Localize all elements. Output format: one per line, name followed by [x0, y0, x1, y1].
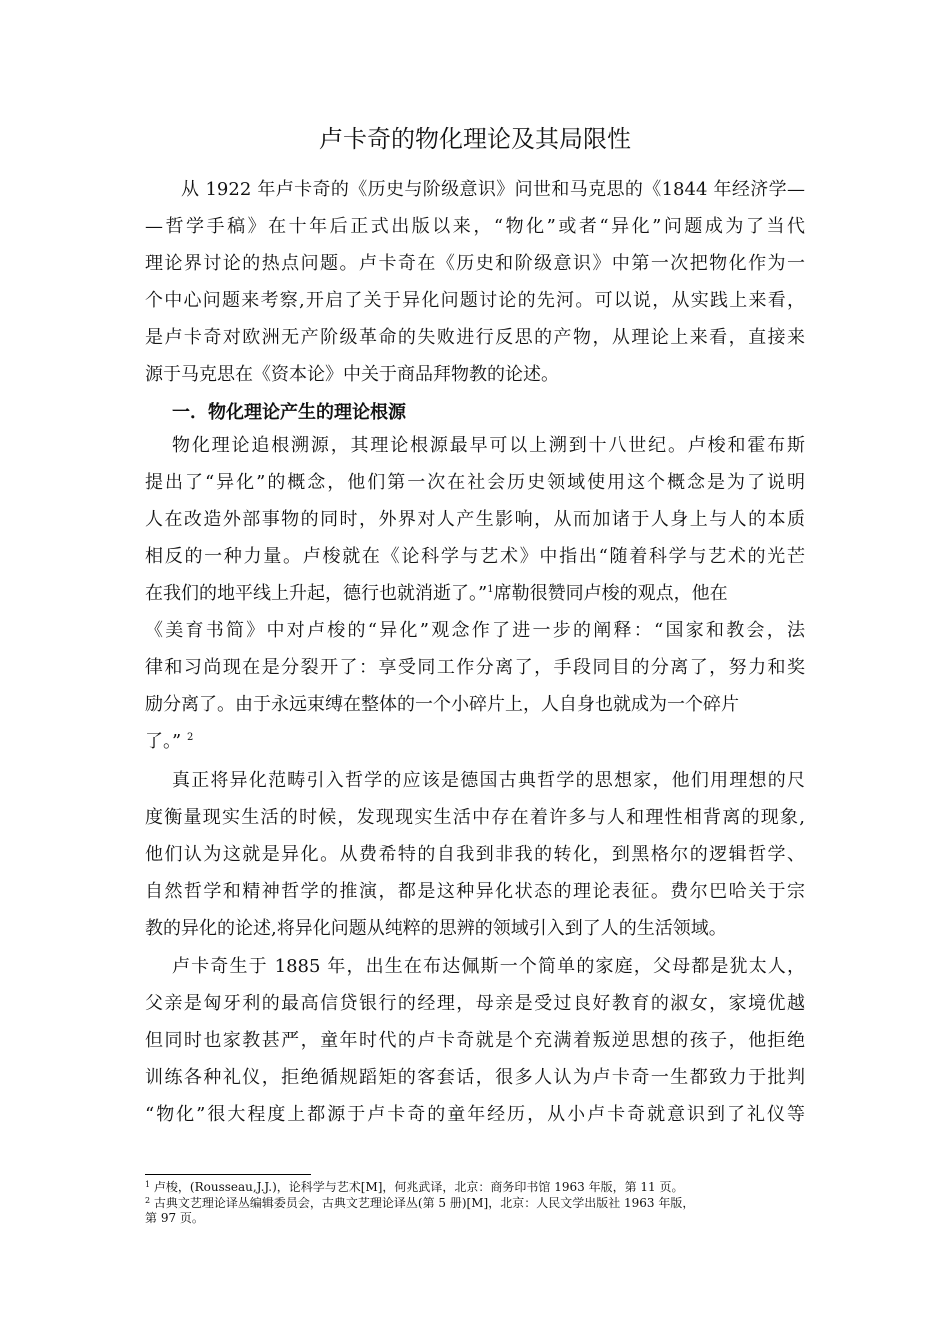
text-line: 理论界讨论的热点问题。卢卡奇在《历史和阶级意识》中第一次把物化作为一 [145, 253, 805, 274]
text-line: 人在改造外部事物的同时，外界对人产生影响，从而加诸于人身上与人的本质 [145, 509, 805, 530]
text-segment: 了。” [145, 731, 182, 752]
text-line: 他们认为这就是异化。从费希特的自我到非我的转化，到黑格尔的逻辑哲学、 [145, 844, 805, 865]
footnote-mark: 1 [145, 1180, 151, 1189]
text-line: 个中心问题来考察,开启了关于异化问题讨论的先河。可以说，从实践上来看， [145, 290, 805, 311]
section-number: 一． [172, 402, 208, 423]
text-line: 提出了“异化”的概念，他们第一次在社会历史领域使用这个概念是为了说明 [145, 472, 805, 493]
footnote-text: 第 97 页。 [145, 1211, 204, 1225]
document-title: 卢卡奇的物化理论及其局限性 [319, 125, 631, 153]
text-line: 自然哲学和精神哲学的推演，都是这种异化状态的理论表征。费尔巴哈关于宗 [145, 881, 805, 902]
footnote-marker[interactable]: 2 [186, 732, 194, 743]
text-line [145, 730, 805, 754]
text-line: 是卢卡奇对欧洲无产阶级革命的失败进行反思的产物，从理论上来看，直接来 [145, 327, 805, 348]
text-line: —哲学手稿》在十年后正式出版以来，“物化”或者“异化”问题成为了当代 [145, 216, 805, 237]
text-line: 源于马克思在《资本论》中关于商品拜物教的论述。 [145, 364, 559, 385]
text-line: 相反的一种力量。卢梭就在《论科学与艺术》中指出“随着科学与艺术的光芒 [145, 546, 805, 567]
text-line: 父亲是匈牙利的最高信贷银行的经理，母亲是受过良好教育的淑女，家境优越 [145, 993, 805, 1014]
footnote-marker[interactable]: 1 [487, 584, 494, 595]
text-line: 教的异化的论述,将异化问题从纯粹的思辨的领域引入到了人的生活领域。 [145, 918, 727, 939]
footnote-mark: 2 [145, 1196, 151, 1205]
text-line: 训练各种礼仪，拒绝循规蹈矩的客套话，很多人认为卢卡奇一生都致力于批判 [145, 1067, 805, 1088]
text-segment: 在我们的地平线上升起，德行也就消逝了。” [145, 583, 488, 604]
footnote-text: 卢梭，(Rousseau,J.J.)，论科学与艺术[M]，何兆武译，北京：商务印书馆 1963 年版，第 11 页。 [153, 1180, 684, 1194]
text-line: 卢卡奇生于 1885 年，出生在布达佩斯一个简单的家庭，父母都是犹太人， [172, 956, 805, 977]
footnote-1 [145, 1180, 805, 1195]
text-line: 律和习尚现在是分裂开了：享受同工作分离了，手段同目的分离了，努力和奖 [145, 657, 805, 678]
text-line: 《美育书简》中对卢梭的“异化”观念作了进一步的阐释：“国家和教会，法 [145, 620, 805, 641]
text-line: 真正将异化范畴引入哲学的应该是德国古典哲学的思想家，他们用理想的尺 [172, 770, 805, 791]
text-line: 励分离了。由于永远束缚在整体的一个小碎片上，人自身也就成为一个碎片 [145, 694, 739, 715]
section-heading [172, 401, 406, 425]
text-line: 从 1922 年卢卡奇的《历史与阶级意识》问世和马克思的《1844 年经济学— [181, 179, 805, 200]
text-line [145, 582, 805, 606]
footnote-2-continued [145, 1211, 805, 1226]
footnote-text: 古典文艺理论译丛编辑委员会，古典文艺理论译丛(第 5 册)[M]，北京：人民文学出版社 1963 年版， [153, 1196, 695, 1210]
footnote-2 [145, 1196, 805, 1211]
text-line: 物化理论追根溯源，其理论根源最早可以上溯到十八世纪。卢梭和霍布斯 [172, 435, 805, 456]
text-segment: 席勒很赞同卢梭的观点，他在 [493, 583, 728, 604]
text-line: “物化”很大程度上都源于卢卡奇的童年经历，从小卢卡奇就意识到了礼仪等 [145, 1104, 805, 1125]
text-line: 度衡量现实生活的时候，发现现实生活中存在着许多与人和理性相背离的现象, [145, 807, 805, 828]
footnote-separator [145, 1174, 311, 1175]
section-title: 物化理论产生的理论根源 [208, 402, 406, 423]
text-line: 但同时也家教甚严，童年时代的卢卡奇就是个充满着叛逆思想的孩子，他拒绝 [145, 1030, 805, 1051]
